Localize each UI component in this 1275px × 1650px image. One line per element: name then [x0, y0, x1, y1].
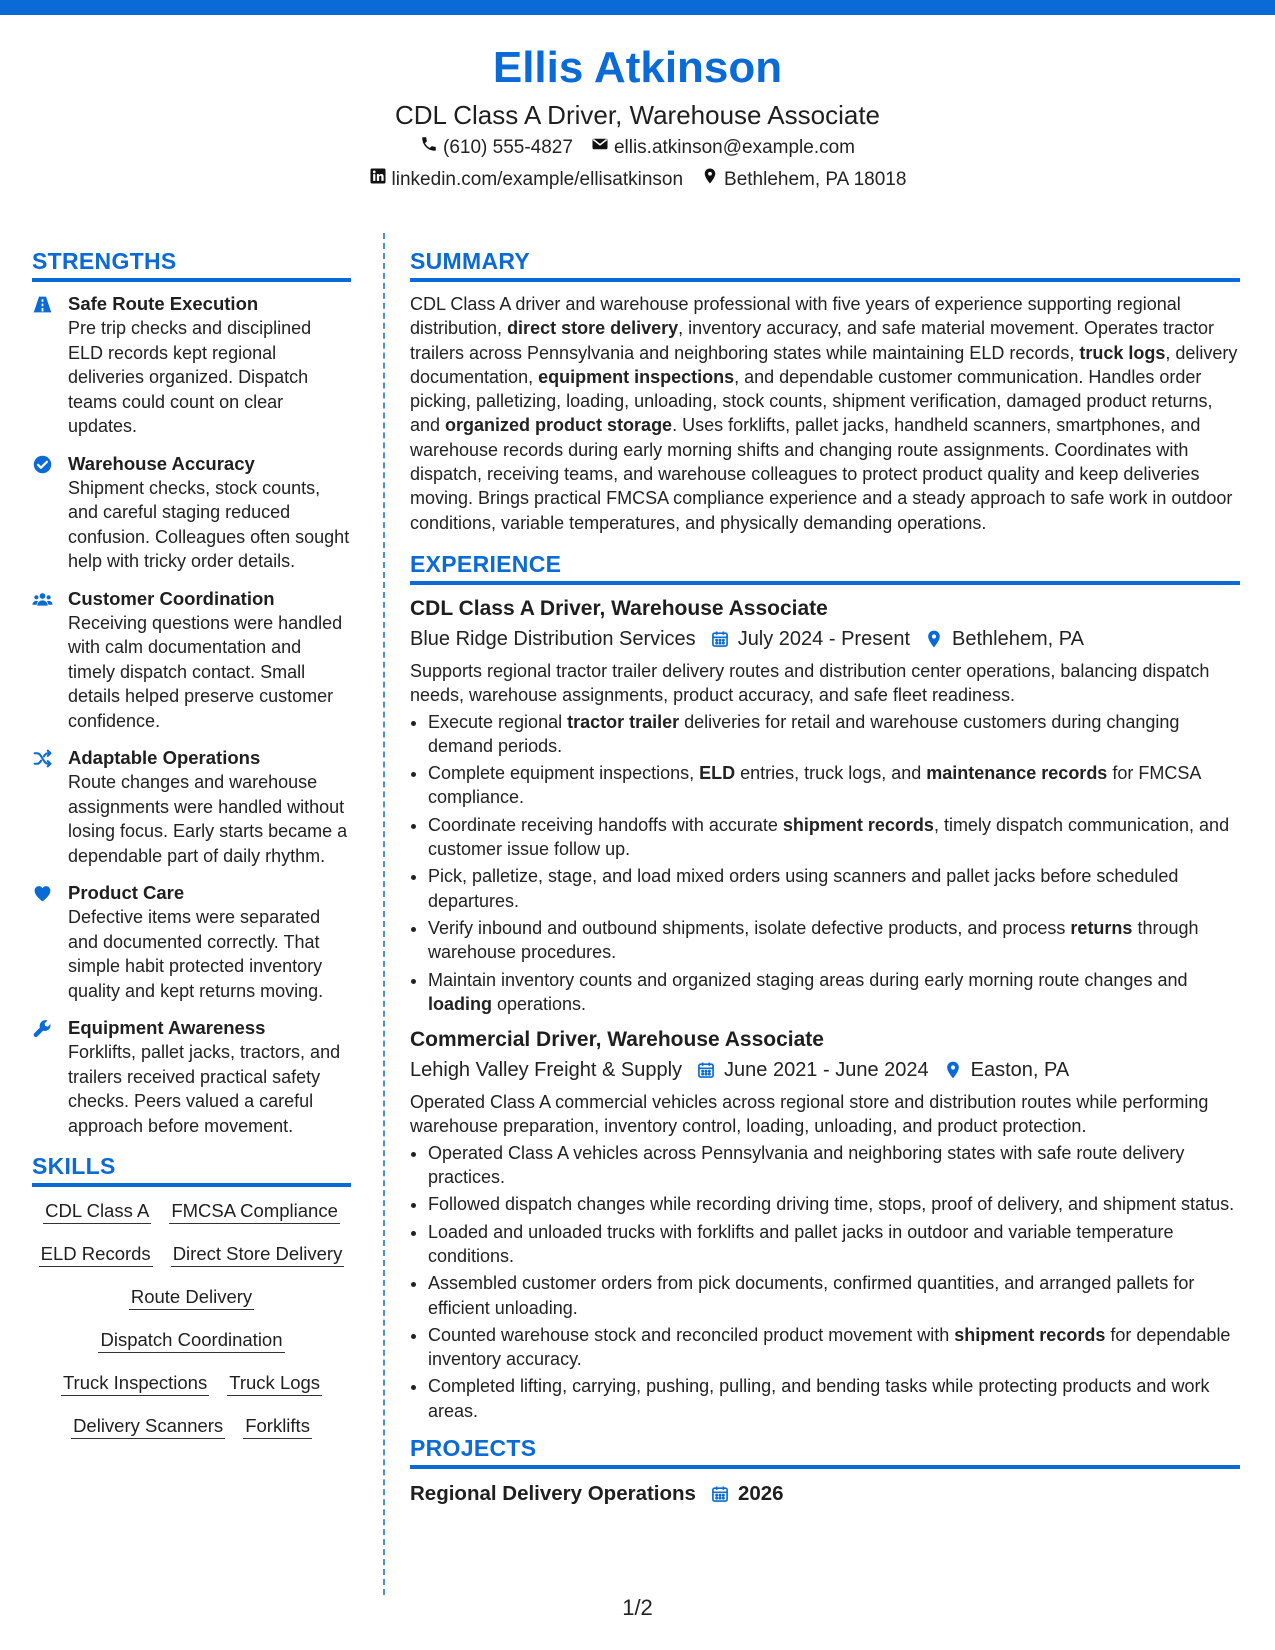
strength-body [68, 452, 351, 574]
map-pin-icon [910, 629, 952, 649]
summary-heading: SUMMARY [410, 248, 531, 274]
strength-desc: Pre trip checks and disciplined ELD records kept regional deliveries organized. Dispatch teams could count on clear updates. [68, 318, 312, 436]
email-text: ellis.atkinson@example.com [613, 137, 855, 158]
bullet-item: • Counted warehouse stock and reconciled product movement with shipment records for dependable inventory accuracy. [428, 1323, 1240, 1372]
strength-item [32, 1016, 351, 1138]
strength-item [32, 452, 351, 574]
project-title: Regional Delivery Operations [410, 1481, 696, 1505]
project-date: 2026 [737, 1481, 784, 1505]
calendar-icon [682, 1060, 724, 1080]
bullet-item: • Maintain inventory counts and organized staging areas during early morning route changes and loading operations. [428, 968, 1240, 1017]
job-entry [410, 595, 1240, 1016]
projects-rule [410, 1465, 1240, 1469]
calendar-icon [696, 629, 738, 649]
road-icon [32, 292, 54, 439]
skills-row [32, 1326, 351, 1369]
strength-body [68, 881, 351, 1003]
job-location: Bethlehem, PA [952, 627, 1084, 650]
jobs-list [410, 595, 1240, 1423]
summary-rule [410, 278, 1240, 282]
strength-body [68, 587, 351, 734]
job-description: Supports regional tractor trailer delivery routes and distribution center operations, balancing dispatch needs, warehouse assignments, product accuracy, and safe fleet readiness. [410, 660, 1210, 706]
bullet-item: • Followed dispatch changes while recording driving time, stops, proof of delivery, and shipment status. [428, 1192, 1240, 1216]
job-title: Commercial Driver, Warehouse Associate [410, 1028, 824, 1052]
strength-title: Equipment Awareness [68, 1017, 266, 1038]
location-text: Bethlehem, PA 18018 [724, 169, 907, 190]
strengths-heading: STRENGTHS [32, 248, 177, 274]
column-divider [383, 233, 385, 1595]
strength-body [68, 292, 351, 439]
candidate-name: Ellis Atkinson [492, 43, 783, 92]
job-location: Easton, PA [970, 1059, 1070, 1082]
bullet-item: • Execute regional tractor trailer deliveries for retail and warehouse customers during changing demand periods. [428, 710, 1240, 759]
skill-tag: Dispatch Coordination [98, 1326, 284, 1353]
contact-row-1 [0, 132, 1275, 164]
bullet-item: • Assembled customer orders from pick documents, confirmed quantities, and arranged pallets for efficient unloading. [428, 1271, 1240, 1320]
skills-list [32, 1197, 351, 1455]
job-dates: June 2021 - June 2024 [724, 1059, 929, 1082]
skills-heading: SKILLS [32, 1153, 116, 1179]
strength-desc: Receiving questions were handled with calm documentation and timely dispatch contact. Small details helped preserve customer confidence. [68, 612, 343, 731]
bullet-item: • Pick, palletize, stage, and load mixed orders using scanners and pallet jacks before scheduled departures. [428, 864, 1240, 913]
strength-desc: Forklifts, pallet jacks, tractors, and trailers received practical safety checks. Peers valued a careful approach before movement. [68, 1042, 341, 1136]
skill-tag: ELD Records [39, 1240, 153, 1267]
skill-tag: Route Delivery [129, 1283, 254, 1310]
top-accent-bar [0, 0, 1275, 15]
job-dates: July 2024 - Present [737, 627, 911, 650]
projects-list [410, 1479, 1240, 1509]
strength-desc: Shipment checks, stock counts, and careful staging reduced confusion. Colleagues often sought help with tricky order details. [68, 477, 350, 571]
location-contact [701, 164, 906, 196]
skill-tag: CDL Class A [43, 1197, 151, 1224]
phone-icon [420, 132, 438, 164]
strength-body [68, 1016, 351, 1138]
job-bullets [410, 1141, 1240, 1423]
strength-title: Warehouse Accuracy [68, 452, 255, 474]
job-meta [410, 623, 1240, 655]
job-company: Blue Ridge Distribution Services [410, 627, 696, 650]
skill-tag: FMCSA Compliance [169, 1197, 340, 1224]
linkedin-icon [369, 164, 387, 196]
users-icon [32, 587, 54, 734]
strength-desc: Route changes and warehouse assignments were handled without losing focus. Early starts became a dependable part of daily rhythm. [68, 772, 348, 866]
bullet-item: • Complete equipment inspections, ELD entries, truck logs, and maintenance records for FMCSA compliance. [428, 761, 1240, 810]
phone-text: (610) 555-4827 [443, 137, 573, 158]
job-description: Operated Class A commercial vehicles across regional store and distribution routes while performing warehouse preparation, inventory control, loading, unloading, and product protection. [410, 1092, 1209, 1137]
job-bullets [410, 710, 1240, 1017]
heart-icon [32, 881, 54, 1003]
phone-contact [420, 132, 573, 164]
contact-row-2 [0, 164, 1275, 196]
left-column [32, 246, 351, 1455]
skill-tag: Truck Logs [227, 1369, 322, 1396]
calendar-icon [696, 1484, 738, 1504]
skills-row [32, 1283, 351, 1326]
linkedin-contact[interactable] [369, 164, 683, 196]
candidate-title: CDL Class A Driver, Warehouse Associate [394, 100, 881, 130]
linkedin-text: linkedin.com/example/ellisatkinson [391, 169, 684, 190]
strength-title: Safe Route Execution [68, 293, 259, 314]
envelope-icon [591, 132, 609, 164]
skill-tag: Truck Inspections [61, 1369, 209, 1396]
summary-text: CDL Class A driver and warehouse professional with five years of experience supporting regional distribution, direct store delivery, inventory accuracy, and safe material movement. Operates tractor trailers across Pennsylvania and neighboring states while maintaining ELD records, truck logs, delivery documentation, equipment inspections, and dependable customer communication. Handles order picking, palletizing, loading, unloading, stock counts, shipment verification, damaged product returns, and organized product storage. Uses forklifts, pallet jacks, handheld scanners, smartphones, and warehouse records during early morning shifts and changing route assignments. Coordinates with dispatch, receiving teams, and warehouse colleagues to protect product quality and keep deliveries moving. Brings practical FMCSA compliance experience and a steady approach to safe work in outdoor conditions, variable temperatures, and physically demanding operations. [410, 294, 1238, 533]
experience-heading: EXPERIENCE [410, 550, 562, 577]
map-pin-icon [701, 164, 719, 196]
bullet-item: • Loaded and unloaded trucks with forklifts and pallet jacks in outdoor and variable temperature conditions. [428, 1220, 1240, 1269]
skills-row [32, 1240, 351, 1283]
job-title: CDL Class A Driver, Warehouse Associate [410, 596, 828, 620]
experience-rule [410, 581, 1240, 585]
strength-title: Product Care [68, 882, 185, 903]
resume-header [0, 38, 1275, 196]
bullet-item: • Verify inbound and outbound shipments, isolate defective products, and process returns through warehouse procedures. [428, 916, 1240, 965]
shuffle-icon [32, 746, 54, 868]
skills-row [32, 1412, 351, 1455]
strength-item [32, 292, 351, 439]
check-circle-icon [32, 452, 54, 574]
skill-tag: Forklifts [243, 1412, 312, 1439]
email-contact[interactable] [591, 132, 855, 164]
project-entry [410, 1479, 1240, 1509]
skills-row [32, 1197, 351, 1240]
bullet-item: • Operated Class A vehicles across Pennsylvania and neighboring states with safe route delivery practices. [428, 1141, 1240, 1190]
skill-tag: Delivery Scanners [71, 1412, 225, 1439]
strength-body [68, 746, 351, 868]
strength-title: Customer Coordination [68, 587, 275, 609]
right-column [410, 246, 1240, 1509]
strengths-rule [32, 278, 351, 282]
skills-row [32, 1369, 351, 1412]
skill-tag: Direct Store Delivery [171, 1240, 345, 1267]
job-entry [410, 1026, 1240, 1423]
bullet-item: • Completed lifting, carrying, pushing, pulling, and bending tasks while protecting products and work areas. [428, 1374, 1240, 1423]
bullet-item: • Coordinate receiving handoffs with accurate shipment records, timely dispatch communication, and customer issue follow up. [428, 813, 1240, 862]
page-number: 1/2 [622, 1595, 653, 1620]
wrench-icon [32, 1016, 54, 1138]
skills-rule [32, 1183, 351, 1187]
strength-title: Adaptable Operations [68, 747, 261, 768]
map-pin-icon [929, 1060, 971, 1080]
projects-heading: PROJECTS [410, 1434, 537, 1461]
strengths-list [32, 292, 351, 1138]
strength-item [32, 587, 351, 734]
job-company: Lehigh Valley Freight & Supply [410, 1059, 683, 1082]
job-meta [410, 1054, 1240, 1086]
strength-item [32, 746, 351, 868]
strength-item [32, 881, 351, 1003]
strength-desc: Defective items were separated and documented correctly. That simple habit protected inventory quality and kept returns moving. [68, 907, 324, 1001]
